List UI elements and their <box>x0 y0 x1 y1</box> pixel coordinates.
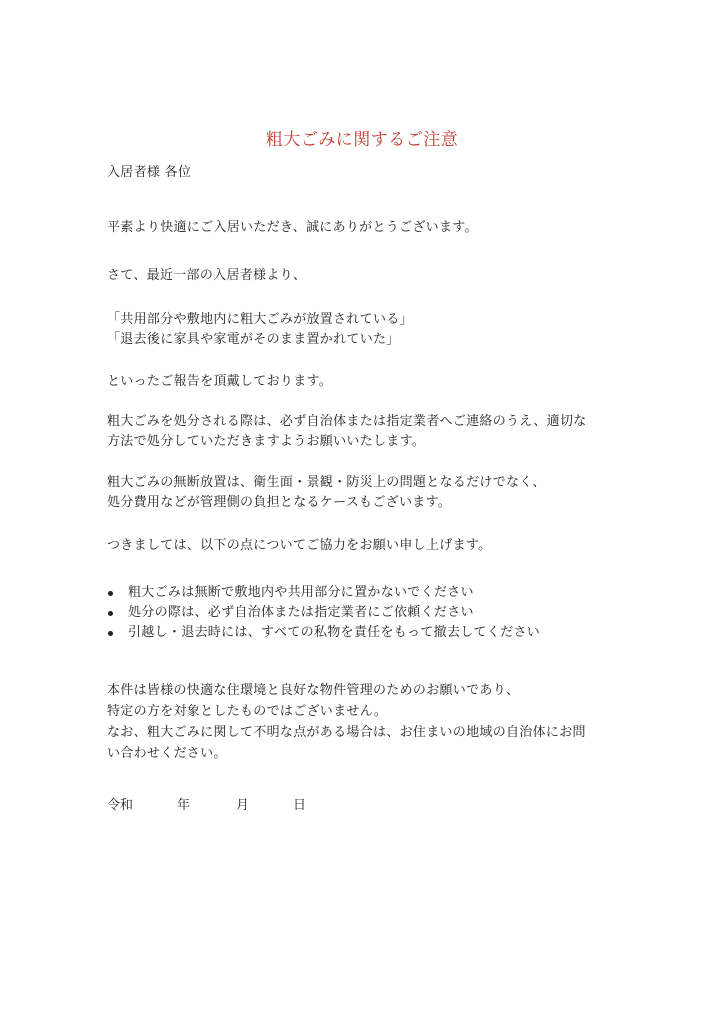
date-year: 年 <box>177 798 191 813</box>
greeting: 平素より快適にご入居いただき、誠にありがとうございます。 <box>107 220 478 235</box>
list-item-text: 引越し・退去時には、すべての私物を責任をもって撤去してください <box>128 625 541 640</box>
list-item-text: 処分の際は、必ず自治体または指定業者にご依頼ください <box>128 605 474 620</box>
list-item <box>107 583 540 603</box>
closing-paragraph-line: い合わせください。 <box>107 746 227 761</box>
report-line: といったご報告を頂戴しております。 <box>107 374 333 389</box>
quote-line: 「退去後に家具や家電がそのまま置かれていた」 <box>107 332 400 347</box>
date-month: 月 <box>236 798 250 813</box>
disposal-paragraph-line: 方法で処分していただきますようお願いいたします。 <box>107 434 426 449</box>
closing-paragraph-line: 特定の方を対象としたものではございません。 <box>107 704 388 719</box>
bullet-icon <box>108 631 113 636</box>
closing-paragraph-line: 本件は皆様の快適な住環境と良好な物件管理のためのお願いであり、 <box>107 683 520 698</box>
date-era: 令和 <box>107 798 134 813</box>
bullet-icon <box>108 591 113 596</box>
dumping-paragraph-line: 粗大ごみの無断放置は、衛生面・景観・防災上の問題となるだけでなく、 <box>107 475 546 490</box>
disposal-paragraph-line: 粗大ごみを処分される際は、必ず自治体または指定業者へご連絡のうえ、適切な <box>107 414 587 429</box>
dumping-paragraph-line: 処分費用などが管理側の負担となるケースもございます。 <box>107 495 452 510</box>
list-item-text: 粗大ごみは無断で敷地内や共用部分に置かないでください <box>128 585 474 600</box>
bullet-icon <box>108 611 113 616</box>
quote-line: 「共用部分や敷地内に粗大ごみが放置されている」 <box>107 312 413 327</box>
addressee: 入居者様 各位 <box>107 165 192 180</box>
intro-line: さて、最近一部の入居者様より、 <box>107 268 307 283</box>
request-list <box>107 583 540 643</box>
request-line: つきましては、以下の点についてご協力をお願い申し上げます。 <box>107 538 492 553</box>
date-day: 日 <box>293 798 307 813</box>
page-title: 粗大ごみに関するご注意 <box>265 130 459 150</box>
closing-paragraph-line: なお、粗大ごみに関して不明な点がある場合は、お住まいの地域の自治体にお問 <box>107 725 586 740</box>
list-item <box>107 603 540 623</box>
list-item <box>107 623 540 643</box>
